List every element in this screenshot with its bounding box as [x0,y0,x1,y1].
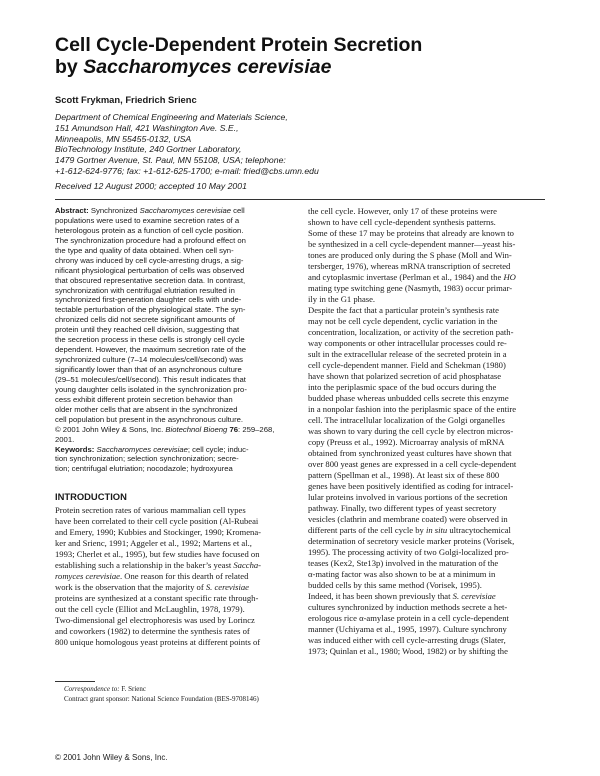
title-species: Saccharomyces cerevisiae [83,56,332,78]
body-line: way components or other intracellular processes could re- [308,338,507,348]
body-line: and Emery, 1990; Kubbies and Stockinger, 1990; Kromena- [55,527,262,537]
title-line-2 [55,56,555,78]
keywords-label: Keywords: [55,444,95,454]
body-line: was induced either with cell cycle-arresting drugs (Slater, [308,635,506,645]
abstract-line: synchronized first-generation daughter cells with unde- [55,295,242,305]
header-divider [55,199,545,200]
body-line: may not be cell cycle dependent, cyclic variation in the [308,316,498,326]
body-line: Despite the fact that a particular protein’s synthesis rate [308,305,499,315]
abstract-line: protein until they reached cell division, suggesting that [55,325,240,335]
body-line: Protein secretion rates of various mammalian cell types [55,505,246,515]
keywords-line: tion; centrifugal elutriation; nocodazole; hydroxyurea [55,464,233,474]
abstract-line: populations were used to examine secretion rates of a [55,215,240,225]
affiliation-line: Department of Chemical Engineering and Materials Science, [55,112,288,122]
body-line: manner (Uchiyama et al., 1995, 1997). Culture synchrony [308,624,507,634]
body-line: establishing such a relationship in the baker’s yeast Saccha- [55,560,262,570]
abstract-line: 2001. [55,434,75,444]
body-line: mating type switching gene (Nasmyth, 1983) occur primar- [308,283,513,293]
body-line: and coworkers (1982) to determine the synthesis rates of [55,626,250,636]
body-line: romyces cerevisiae. One reason for this dearth of related [55,571,249,581]
body-line: cell. The intracellular localization of the Golgi organelles [308,415,505,425]
body-line: have been correlated to their cell cycle position (Al-Rubeai [55,516,259,526]
abstract-line: chrony was induced by cell cycle-arresting drugs, a sig- [55,255,244,265]
body-line: concentration, localization, or activity of the secretion path- [308,327,514,337]
affiliation [55,112,555,177]
abstract-line: the type and quality of data obtained. When cell syn- [55,245,234,255]
copyright: © 2001 John Wiley & Sons, Inc. [55,753,168,762]
abstract-line: The synchronization procedure had a profound effect on [55,235,246,245]
abstract-line: nificant physiological perturbation of cells was observed [55,265,245,275]
abstract-line: chronized cells did not secrete significant amounts of [55,315,235,325]
title-prefix: by [55,56,84,78]
abstract-line: synchronized culture (7–14 molecules/cell/second) was [55,355,244,365]
body-line: be synthesized in a cell cycle-dependent manner—yeast his- [308,239,516,249]
body-line: ker and Srienc, 1991; Aggeler et al., 1992; Martens et al., [55,538,252,548]
abstract-line: that obscured representative secretion data. In contrast, [55,275,246,285]
body-line: cultures synchronized by induction methods secrete a het- [308,602,508,612]
affiliation-line: BioTechnology Institute, 240 Gortner Laboratory, [55,144,242,155]
affiliation-line: Minneapolis, MN 55455-0132, USA [55,133,192,144]
paper-title [55,34,555,78]
body-line: erologous rice α-amylase protein in a cell cycle-dependent [308,613,509,623]
abstract-line: cess exhibit different protein secretion behavior than [55,394,233,404]
body-line: tones are produced only during the S phase (Moll and Win- [308,250,512,260]
body-line: different parts of the cell cycle by in situ ultracytochemical [308,525,511,535]
body-line: shown to have cell cycle-dependent synthesis patterns. [308,217,496,227]
body-line: and cytoplasmic invertase (Perlman et al., 1984) and the HO [308,272,516,282]
body-line: work is the observation that the majority of S. cerevisiae [55,582,249,592]
body-line: α-mating factor was also shown to be at a minimum in [308,569,496,579]
abstract-line: heterologous protein as a function of cell cycle position. [55,225,244,235]
footnote-grant: Contract grant sponsor: National Science Foundation (BES-9708146) [64,694,259,703]
body-line: obtained from synchronized yeast cultures have shown that [308,448,512,458]
body-line: pattern (Spellman et al., 1998). At least six of these 800 [308,470,500,480]
body-line: tersberger, 1976), whereas mRNA transcription of secreted [308,261,511,271]
body-line: Two-dimensional gel electrophoresis was used by Lorincz [55,615,255,625]
body-line: genes have been positively identified as coding for intracel- [308,481,514,491]
body-line: cell cycle-dependent manner. Field and Schekman (1980) [308,360,506,370]
body-line: proteins are synthesized at a constant specific rate through- [55,593,259,603]
body-line: have shown that polarized secretion of acid phosphatase [308,371,502,381]
abstract-line: dependent. However, the maximum secretion rate of the [55,345,247,355]
footnote-correspondence: Correspondence to: F. Srienc [64,685,147,693]
right-column-text [308,206,548,657]
body-line: ily in the G1 phase. [308,294,376,304]
body-line: 1995). The processing activity of two Golgi-localized pro- [308,547,509,557]
abstract-line: the secretion process in these cells is strongly cell cycle [55,335,245,345]
affiliation-line: 1479 Gortner Avenue, St. Paul, MN 55108, USA; telephone: [55,155,286,166]
abstract-line: significantly lower than that of an asynchronous culture [55,365,242,374]
authors: Scott Frykman, Friedrich Srienc [55,94,197,105]
section-heading-introduction: INTRODUCTION [55,491,127,502]
body-line: budded cells by this same method (Vorisek, 1995). [308,580,482,590]
body-line: was shown to vary during the cell cycle by electron micros- [308,426,514,436]
abstract-line: older mother cells that are absent in the synchronized [55,404,238,414]
body-line: 1993; Cherlet et al., 1995), but few studies have focused on [55,549,260,559]
abstract-line: synchronization with centrifugal elutriation resulted in [55,285,235,295]
abstract-line: (29–51 molecules/cell/second). This result indicates that [55,374,246,384]
abstract [55,206,295,474]
abstract-line: cell population but present in the asynchronous culture. [55,414,244,424]
body-line: sult in the extracellular release of the secreted protein in a [308,349,507,359]
affiliation-line: +1-612-624-9776; fax: +1-612-625-1700; e-mail: fried@cbs.umn.edu [55,165,319,176]
footnotes [64,685,259,704]
body-line: Some of these 17 may be proteins that already are known to [308,228,514,238]
body-line: the cell cycle. However, only 17 of these proteins were [308,206,497,216]
body-line: determination of secretory vesicle marker proteins (Vorisek, [308,536,515,546]
body-line: lular proteins involved in various portions of the secretion [308,492,508,502]
title-line-1: Cell Cycle-Dependent Protein Secretion [55,34,423,56]
abstract-label: Abstract: [55,206,89,215]
body-line: teases (Kex2, Ste13p) involved in the maturation of the [308,558,499,568]
body-line: over 800 yeast genes are expressed in a cell cycle-dependent [308,459,517,469]
intro-text [55,505,297,648]
abstract-line: young daughter cells isolated in the synchronization pro- [55,384,247,394]
body-line: budded phase whereas unbudded cells secrete this enzyme [308,393,509,403]
affiliation-line: 151 Amundson Hall, 421 Washington Ave. S.E., [55,122,239,133]
body-line: copy (Preuss et al., 1992). Microarray analysis of mRNA [308,437,505,447]
body-line: 800 unique homologous yeast proteins at different points of [55,637,261,647]
body-line: Indeed, it has been shown previously that S. cerevisiae [308,591,496,601]
body-line: vesicles (clathrin and membrane coated) were observed in [308,514,508,524]
body-line: into the periplasmic space of the bud occurs during the [308,382,497,392]
abstract-line: tectable perturbation of the physiological state. The syn- [55,305,246,315]
abstract-line: Abstract: Synchronized Saccharomyces cerevisiae cell [55,206,245,215]
body-line: in a nonpolar fashion into the periplasmic space of the entire [308,404,517,414]
footnote-divider [55,681,95,682]
keywords-line: Keywords: Saccharomyces cerevisiae; cell cycle; induc- [55,444,249,454]
body-line: out the cell cycle (Elliot and McLaughlin, 1978, 1979). [55,604,245,614]
abstract-line: © 2001 John Wiley & Sons, Inc. Biotechnol Bioeng 76: 259–268, [55,424,275,434]
received-dates: Received 12 August 2000; accepted 10 May 2001 [55,181,247,191]
body-line: pathway. Finally, two different types of yeast secretory [308,503,497,513]
body-line: 1973; Quinlan et al., 1980; Wood, 1982) or by shifting the [308,646,508,656]
keywords-line: tion synchronization; selection synchronization; secre- [55,454,239,464]
